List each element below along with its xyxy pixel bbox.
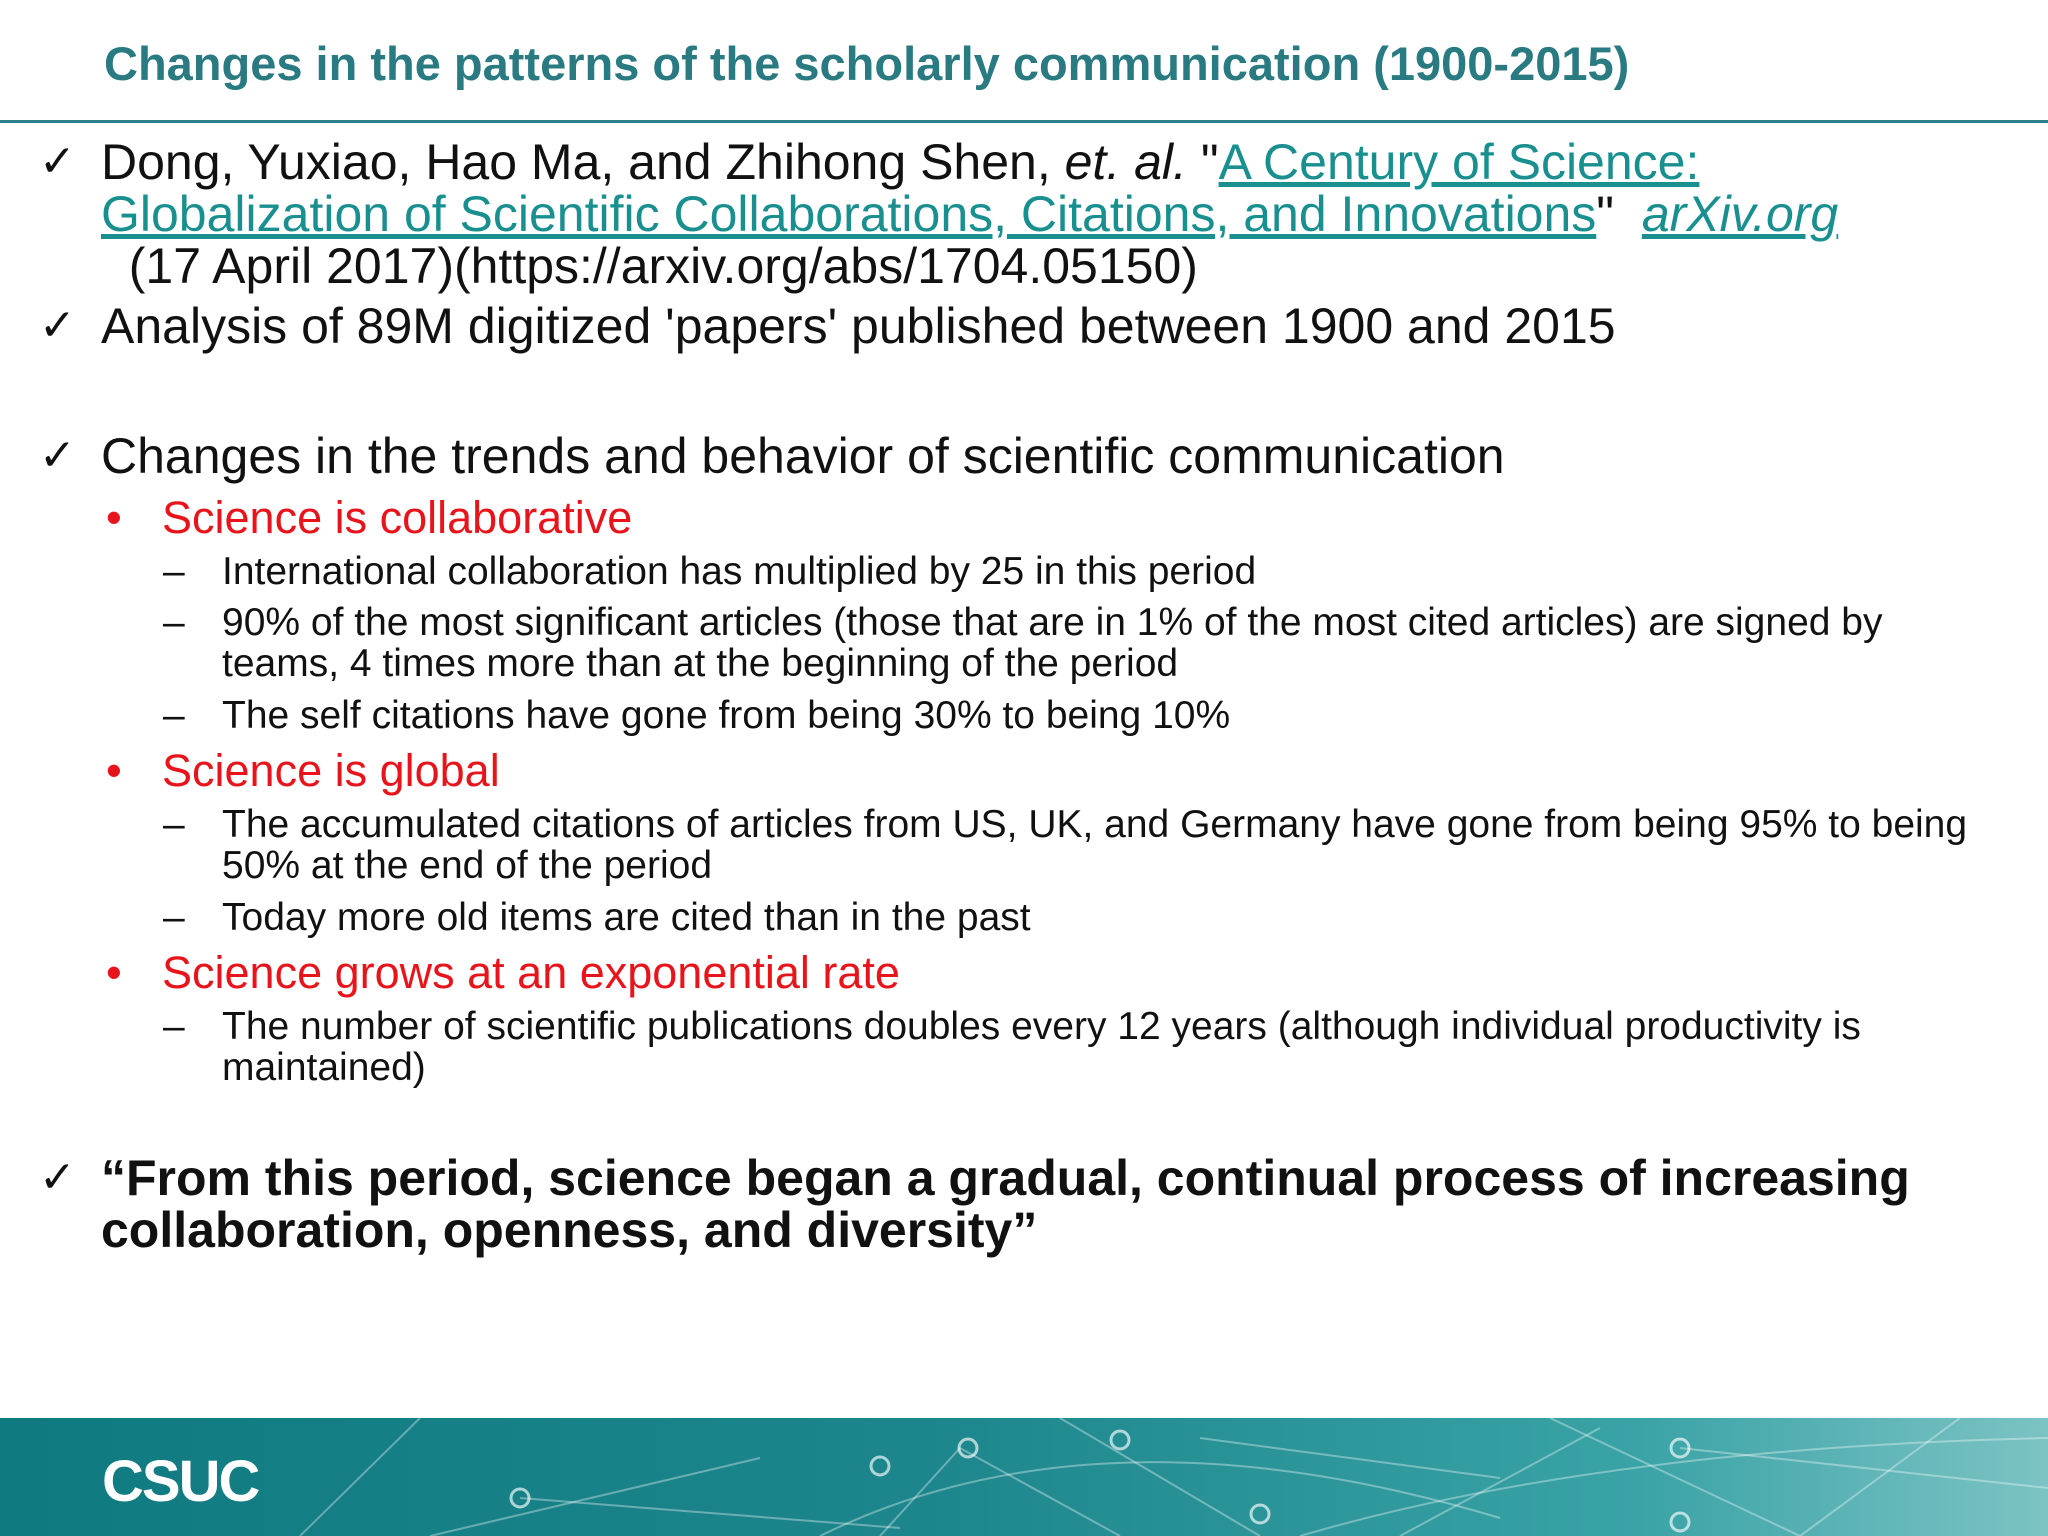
dash-marker: –: [163, 896, 185, 939]
global-label: Science is global: [162, 745, 500, 796]
global-item-text: Today more old items are cited than in the past: [222, 896, 1031, 939]
global-item-text: The accumulated citations of articles from US, UK, and Germany have gone from being 95% to being 50% at the end of the period: [222, 803, 1968, 887]
global-heading: [106, 745, 2012, 796]
collab-item: [163, 694, 1992, 737]
slide-title: Changes in the patterns of the scholarly communication (1900-2015): [104, 37, 1630, 90]
ref-quote-open: ": [1186, 134, 1219, 190]
dash-marker: –: [163, 1005, 185, 1048]
analysis-text: Analysis of 89M digitized 'papers' published between 1900 and 2015: [101, 298, 1616, 354]
global-item: [163, 896, 1992, 939]
csuc-logo: CSUC: [102, 1449, 259, 1514]
network-pattern: [0, 1418, 2048, 1536]
changes-bullet: [39, 428, 2001, 484]
exponential-label: Science grows at an exponential rate: [162, 947, 900, 998]
dash-marker: –: [163, 601, 185, 644]
dash-marker: –: [163, 550, 185, 593]
check-icon: ✓: [39, 430, 76, 481]
quote-text: “From this period, science began a gradual, continual process of increasing collaboration, openness, and diversity”: [101, 1150, 1910, 1258]
footer-banner: [0, 1418, 2048, 1536]
reference-bullet: [39, 134, 2001, 294]
collab-label: Science is collaborative: [162, 492, 633, 543]
changes-text: Changes in the trends and behavior of scientific communication: [101, 428, 1505, 484]
collab-item-text: International collaboration has multiplied by 25 in this period: [222, 550, 1257, 593]
collab-item-text: 90% of the most significant articles (those that are in 1% of the most cited articles) are signed by teams, 4 times more than at the beginning of the period: [222, 601, 1883, 685]
check-icon: ✓: [39, 136, 76, 187]
quote-bullet: [39, 1150, 1941, 1258]
ref-journal-link[interactable]: arXiv.org: [1641, 186, 1839, 242]
global-item: [163, 803, 1992, 887]
ref-authors: Dong, Yuxiao, Hao Ma, and Zhihong Shen,: [101, 134, 1065, 190]
bullet-dot: •: [106, 492, 122, 543]
ref-etal: et. al.: [1064, 134, 1187, 190]
collab-heading: [106, 492, 2012, 543]
dash-marker: –: [163, 694, 185, 737]
collab-item: [163, 550, 1992, 593]
check-icon: ✓: [39, 300, 76, 351]
bullet-dot: •: [106, 745, 122, 796]
check-icon: ✓: [39, 1152, 76, 1203]
ref-date-url: (17 April 2017)(https://arxiv.org/abs/1704.05150): [101, 238, 1198, 294]
bullet-dot: •: [106, 947, 122, 998]
exponential-item-text: The number of scientific publications doubles every 12 years (although individual productivity is maintained): [222, 1005, 1861, 1089]
exponential-heading: [106, 947, 2012, 998]
dash-marker: –: [163, 803, 185, 846]
collab-item-text: The self citations have gone from being 30% to being 10%: [222, 694, 1231, 737]
ref-title-link[interactable]: A Century of Science: Globalization of Scientific Collaborations, Citations, and Innovations: [101, 134, 1700, 242]
title-divider: [0, 120, 2048, 123]
ref-quote-close: ": [1596, 186, 1642, 242]
exponential-item: [163, 1005, 1992, 1089]
collab-item: [163, 601, 1992, 685]
analysis-bullet: [39, 298, 2001, 354]
